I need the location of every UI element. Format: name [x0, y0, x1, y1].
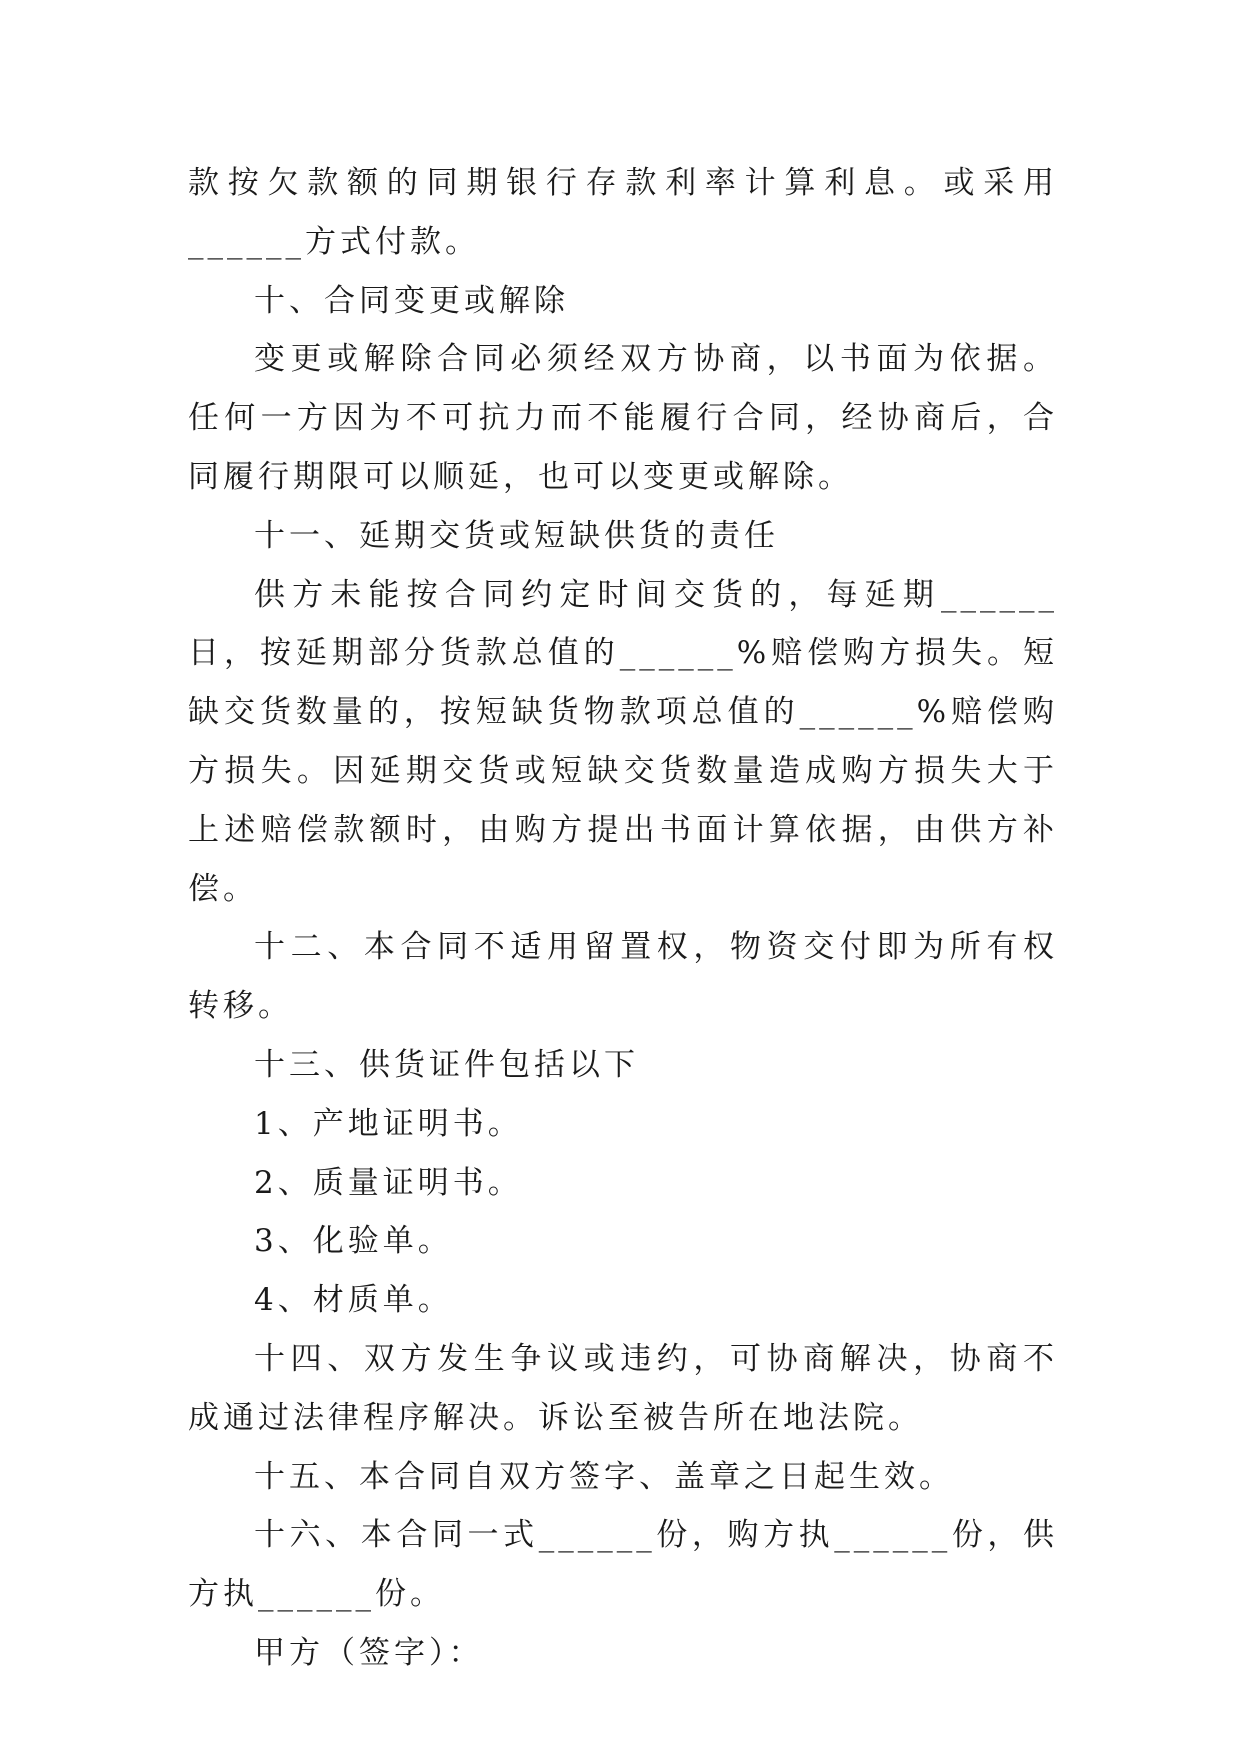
document-body [188, 154, 1058, 1683]
paragraph-payment-method: 款按欠款额的同期银行存款利率计算利息。或采用______方式付款。 [188, 165, 1058, 260]
list-item: 3、化验单。 [254, 1223, 453, 1260]
list-item: 4、材质单。 [254, 1282, 453, 1319]
heading-contract-change: 十、合同变更或解除 [254, 282, 569, 319]
paragraph-contract-change: 变更或解除合同必须经双方协商，以书面为依据。任何一方因为不可抗力而不能履行合同，经协商后，合同履行期限可以顺延，也可以变更或解除。 [188, 341, 1058, 495]
heading-supply-documents: 十三、供货证件包括以下 [254, 1046, 639, 1083]
signature-party-a: 甲方（签字）： [254, 1634, 484, 1671]
clause-effective: 十五、本合同自双方签字、盖章之日起生效。 [254, 1458, 954, 1495]
list-item: 1、产地证明书。 [254, 1105, 523, 1142]
clause-copies: 十六、本合同一式______份，购方执______份，供方执______份。 [188, 1517, 1058, 1613]
paragraph-delay-liability: 供方未能按合同约定时间交货的，每延期______日，按延期部分货款总值的______%赔偿购方损失。短缺交货数量的，按短缺货物款项总值的______%赔偿购方损失。因延期交货或短缺交货数量造成购方损失大于上述赔偿款额时，由购方提出书面计算依据，由供方补偿。 [188, 576, 1058, 907]
clause-lien: 十二、本合同不适用留置权，物资交付即为所有权转移。 [188, 929, 1058, 1025]
clause-dispute: 十四、双方发生争议或违约，可协商解决，协商不成通过法律程序解决。诉讼至被告所在地法院。 [188, 1340, 1058, 1436]
heading-delay-liability: 十一、延期交货或短缺供货的责任 [254, 517, 779, 554]
list-item: 2、质量证明书。 [254, 1164, 523, 1201]
